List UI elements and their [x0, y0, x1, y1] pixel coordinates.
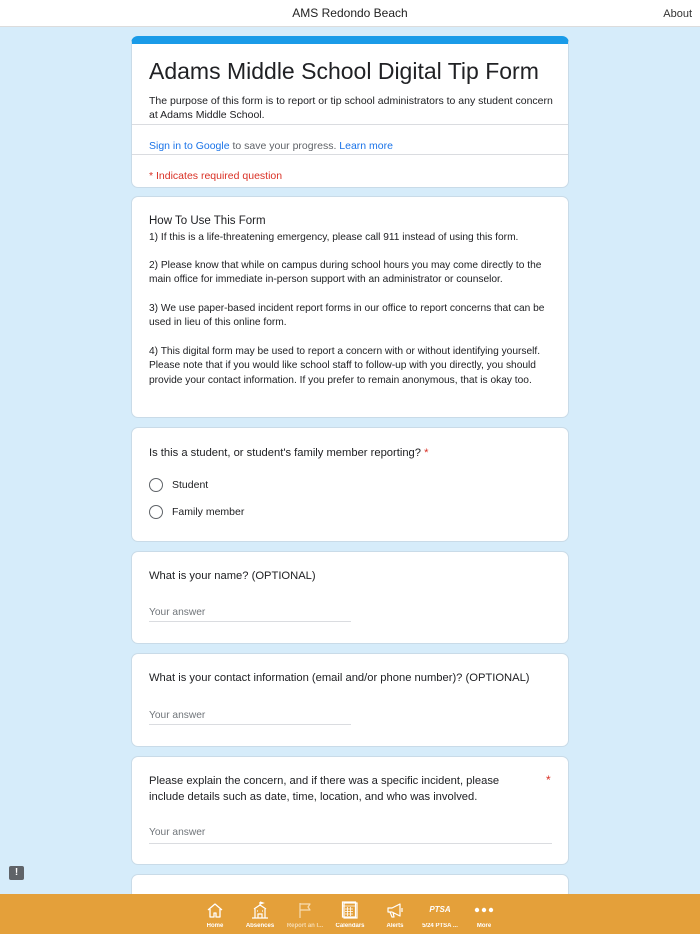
divider [132, 124, 568, 125]
input-underline [149, 843, 552, 844]
calendar-icon [340, 901, 360, 919]
radio-button[interactable] [149, 505, 163, 519]
question-card-contact [131, 653, 569, 747]
required-note: * Indicates required question [149, 170, 283, 182]
bottom-tab-bar [0, 894, 700, 934]
concern-input[interactable]: Your answer [149, 827, 206, 838]
form-header-card [131, 36, 569, 188]
radio-option-student[interactable] [149, 477, 208, 493]
input-underline [149, 621, 351, 622]
instructions-card [131, 196, 569, 418]
radio-button[interactable] [149, 478, 163, 492]
instruction-item: 2) Please know that while on campus during school hours you may come directly to the main office for immediate in-person support with an administrator or counselor. [149, 260, 542, 286]
question-card-next [131, 874, 569, 894]
required-star: * [424, 447, 429, 459]
question-title: Please explain the concern, and if there was a specific incident, please include details such as date, time, location, and who was involved. [149, 775, 500, 803]
radio-label: Family member [172, 506, 245, 518]
divider [132, 154, 568, 155]
form-scroll-area[interactable] [0, 28, 700, 894]
input-underline [149, 724, 351, 725]
more-icon [474, 901, 494, 919]
question-text: Is this a student, or student's family member reporting? [149, 447, 422, 459]
signin-text: to save your progress. [229, 140, 340, 152]
top-bar [0, 0, 700, 27]
instruction-item: 4) This digital form may be used to report a concern with or without identifying yourself. Please note that if you would like school staff to follow-up with you directly, you should provide your contact information. If you prefer to remain anonymous, that is okay too. [149, 346, 541, 386]
app-title: AMS Redondo Beach [292, 6, 408, 20]
question-title [149, 445, 428, 461]
learn-more-link[interactable]: Learn more [339, 140, 393, 152]
tab-label: More [476, 923, 492, 929]
tab-more[interactable] [460, 894, 508, 934]
question-title: What is your name? (OPTIONAL) [149, 570, 316, 582]
school-building-icon [250, 901, 270, 919]
tab-label: Absences [245, 923, 275, 929]
about-link[interactable]: About [663, 8, 692, 20]
flag-icon [295, 901, 315, 919]
home-icon [205, 901, 225, 919]
ptsa-logo-icon: PTSA [429, 905, 451, 914]
contact-input[interactable]: Your answer [149, 710, 206, 721]
tab-label: Home [206, 923, 224, 929]
tab-label: 5/24 PTSA ... [422, 923, 458, 929]
form-title: Adams Middle School Digital Tip Form [149, 58, 539, 84]
form-description: The purpose of this form is to report or tip school administrators to any student concern at Adams Middle School. [149, 95, 553, 121]
instruction-item: 1) If this is a life-threatening emergency, please call 911 instead of using this form. [149, 232, 519, 243]
instructions-title: How To Use This Form [149, 215, 266, 227]
megaphone-icon [385, 901, 405, 919]
tab-label: Report an I... [286, 923, 324, 929]
name-input[interactable]: Your answer [149, 607, 206, 618]
question-card-concern [131, 756, 569, 865]
signin-row [149, 140, 393, 152]
instruction-item: 3) We use paper-based incident report forms in our office to report concerns that can be used in lieu of this online form. [149, 303, 545, 329]
signin-link[interactable]: Sign in to Google [149, 140, 230, 152]
radio-option-family-member[interactable] [149, 504, 244, 520]
question-card-reporter [131, 427, 569, 542]
required-star: * [546, 773, 551, 787]
report-feedback-icon[interactable]: ! [9, 866, 24, 880]
question-card-name [131, 551, 569, 644]
question-title: What is your contact information (email and/or phone number)? (OPTIONAL) [149, 672, 530, 684]
tab-label: Alerts [386, 923, 404, 929]
radio-label: Student [172, 479, 209, 491]
tab-label: Calendars [335, 923, 365, 929]
